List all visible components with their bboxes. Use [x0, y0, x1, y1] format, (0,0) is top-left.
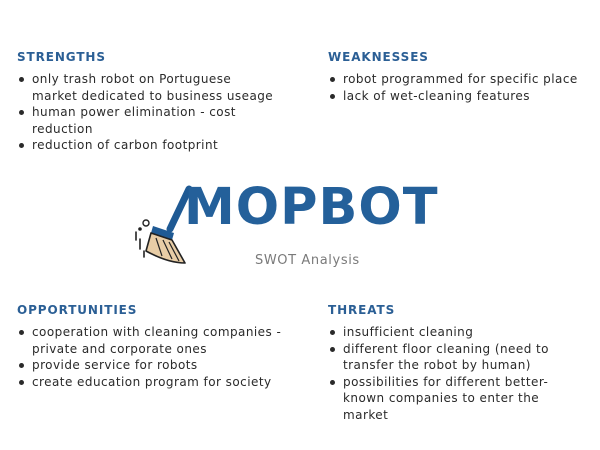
threats-section	[328, 303, 578, 423]
list-item: robot programmed for specific place	[328, 71, 578, 88]
list-item: create education program for society	[17, 374, 287, 391]
list-item: human power elimination - cost reduction	[17, 104, 279, 137]
list-item: possibilities for different better-known companies to enter the market	[328, 374, 578, 424]
threats-list	[328, 324, 578, 423]
weaknesses-list	[328, 71, 578, 104]
strengths-list	[17, 71, 279, 154]
list-item: different floor cleaning (need to transfer the robot by human)	[328, 341, 578, 374]
strengths-section	[17, 50, 279, 154]
list-item: cooperation with cleaning companies - private and corporate ones	[17, 324, 287, 357]
threats-heading: THREATS	[328, 303, 396, 317]
opportunities-list	[17, 324, 287, 390]
list-item: lack of wet-cleaning features	[328, 88, 578, 105]
strengths-heading: STRENGTHS	[17, 50, 106, 64]
logo-text: MOPBOT	[184, 178, 439, 237]
weaknesses-section	[328, 50, 578, 104]
mopbot-logo	[132, 178, 439, 273]
weaknesses-heading: WEAKNESSES	[328, 50, 429, 64]
list-item: insufficient cleaning	[328, 324, 578, 341]
page-subtitle: SWOT Analysis	[255, 253, 360, 268]
list-item: provide service for robots	[17, 357, 287, 374]
list-item: reduction of carbon footprint	[17, 137, 279, 154]
list-item: only trash robot on Portuguese market dedicated to business useage	[17, 71, 279, 104]
opportunities-section	[17, 303, 287, 390]
opportunities-heading: OPPORTUNITIES	[17, 303, 138, 317]
